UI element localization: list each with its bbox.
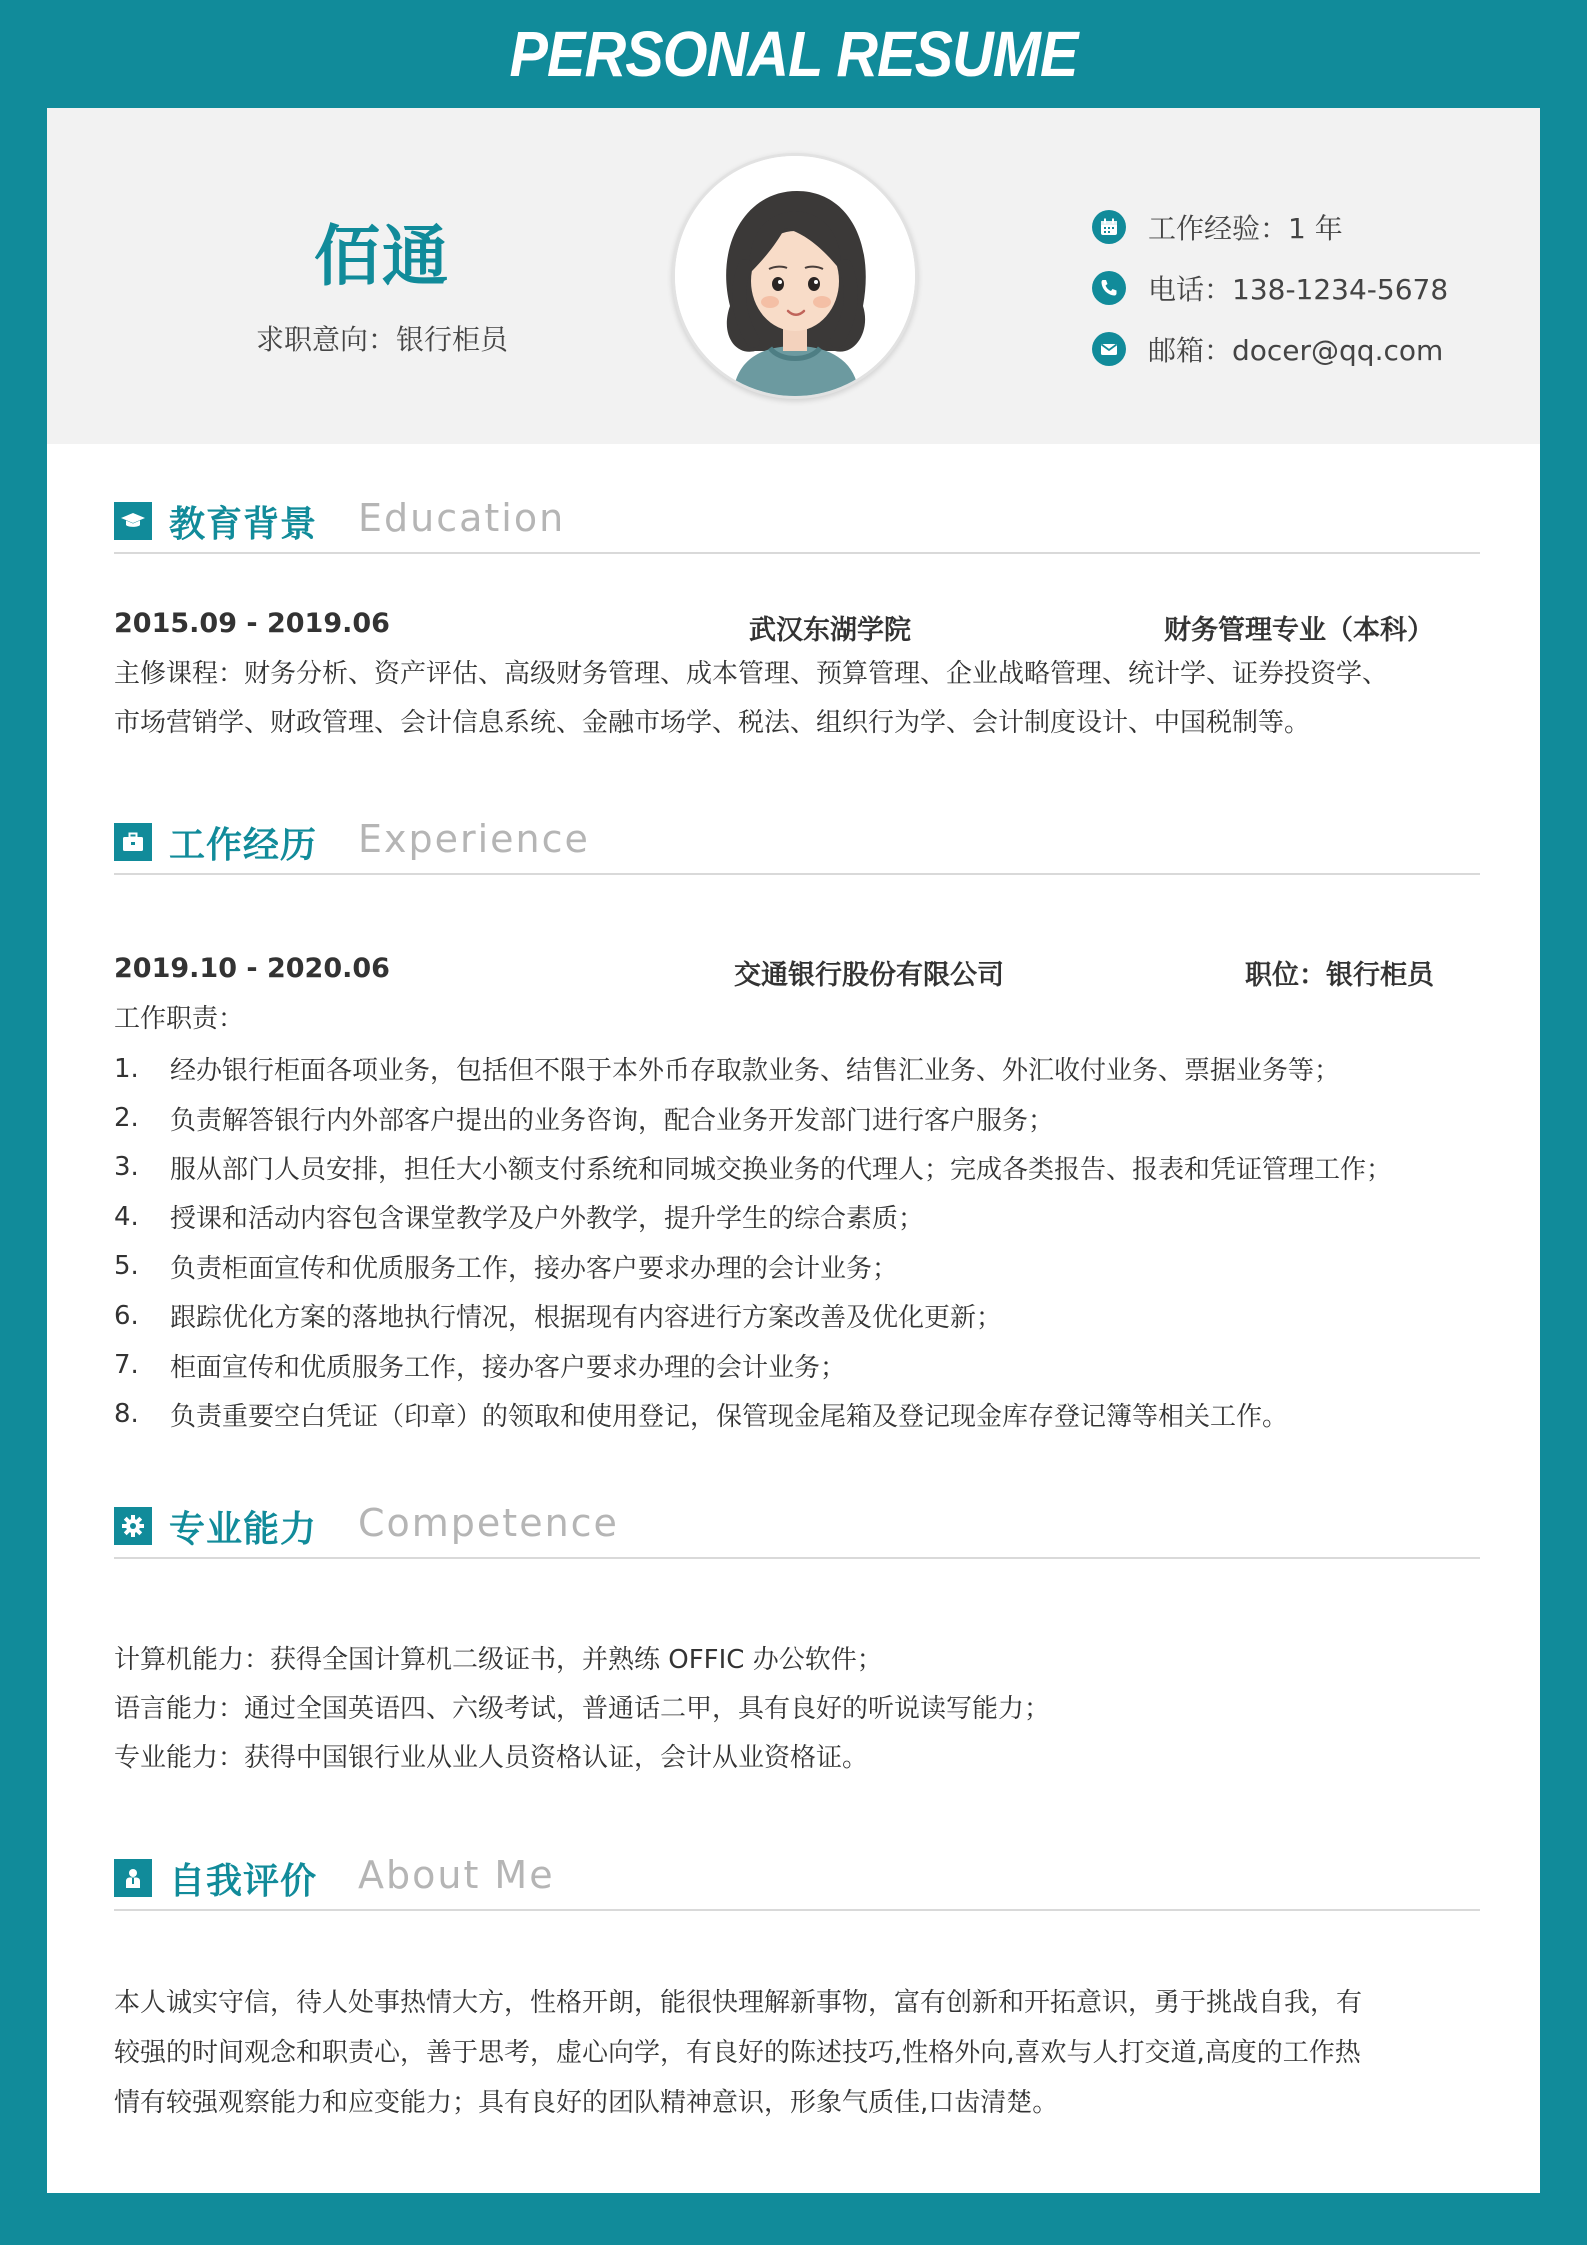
- education-courses: [114, 650, 1514, 748]
- about-line: 本人诚实守信，待人处事热情大方，性格开朗，能很快理解新事物，富有创新和开拓意识，勇于挑战自我，有: [114, 1988, 1363, 2018]
- education-line: 主修课程：财务分析、资产评估、高级财务管理、成本管理、预算管理、企业战略管理、统计学、证券投资学、: [114, 659, 1389, 689]
- competence-list: [114, 1636, 1514, 1783]
- list-item-number: 1.: [114, 1053, 139, 1084]
- about-title: 自我评价: [169, 1861, 318, 1902]
- about-section-header: [114, 1847, 1480, 1911]
- education-period: 2015.09 - 2019.06: [114, 608, 390, 639]
- list-item: [114, 1291, 1514, 1340]
- about-line: 较强的时间观念和职责心，善于思考，虚心向学，有良好的陈述技巧,性格外向,喜欢与人打交道,高度的工作热: [114, 2038, 1361, 2068]
- contact-experience: [1092, 196, 1448, 257]
- list-item-number: 2.: [114, 1103, 139, 1134]
- phone-icon: [1092, 271, 1126, 305]
- list-item-number: 4.: [114, 1201, 139, 1232]
- education-major: 财务管理专业（本科）: [1164, 615, 1434, 646]
- education-section-header: [114, 490, 1480, 554]
- briefcase-icon: [114, 823, 152, 861]
- list-item-text: 跟踪优化方案的落地执行情况，根据现有内容进行方案改善及优化更新；: [170, 1303, 1003, 1334]
- list-item-text: 负责柜面宣传和优质服务工作，接办客户要求办理的会计业务；: [170, 1253, 899, 1284]
- about-line: 情有较强观察能力和应变能力；具有良好的团队精神意识，形象气质佳,口齿清楚。: [114, 2088, 1059, 2118]
- list-item: [114, 1340, 1514, 1389]
- list-item-text: 负责解答银行内外部客户提出的业务咨询，配合业务开发部门进行客户服务；: [170, 1105, 1055, 1136]
- list-item-text: 服从部门人员安排，担任大小额支付系统和同城交换业务的代理人；完成各类报告、报表和凭证管理工作；: [170, 1154, 1393, 1185]
- experience-company: 交通银行股份有限公司: [734, 960, 1004, 991]
- list-item-number: 8.: [114, 1399, 139, 1430]
- list-item-text: 经办银行柜面各项业务，包括但不限于本外币存取款业务、结售汇业务、外汇收付业务、票据业务等；: [170, 1056, 1341, 1087]
- list-item: [114, 1390, 1514, 1439]
- job-intent: 求职意向：银行柜员: [255, 323, 508, 356]
- avatar-illustration: [675, 156, 915, 396]
- list-item: [114, 1093, 1514, 1142]
- list-item: [114, 1242, 1514, 1291]
- education-school: 武汉东湖学院: [749, 615, 911, 646]
- competence-line: 专业能力：获得中国银行业从业人员资格认证，会计从业资格证。: [114, 1743, 869, 1773]
- list-item-text: 柜面宣传和优质服务工作，接办客户要求办理的会计业务；: [170, 1352, 847, 1383]
- list-item-text: 授课和活动内容包含课堂教学及户外教学，提升学生的综合素质；: [170, 1204, 925, 1235]
- education-title: 教育背景: [169, 504, 318, 545]
- phone-text[interactable]: 电话：138-1234-5678: [1148, 272, 1449, 306]
- graduation-cap-icon: [114, 502, 152, 540]
- duty-label: [114, 995, 1514, 1044]
- list-item-text: 负责重要空白凭证（印章）的领取和使用登记，保管现金尾箱及登记现金库存登记簿等相关工作。: [170, 1401, 1289, 1432]
- experience-section-header: [114, 811, 1480, 875]
- duty-list: [114, 1044, 1514, 1439]
- experience-row: [114, 953, 1434, 993]
- duty-label-text: 工作职责：: [114, 1004, 245, 1034]
- gear-icon: [114, 1507, 152, 1545]
- calendar-icon: [1092, 210, 1126, 244]
- competence-section-header: [114, 1495, 1480, 1559]
- contact-email: [1092, 318, 1448, 379]
- profile-header: [47, 108, 1540, 444]
- experience-period: 2019.10 - 2020.06: [114, 953, 390, 984]
- education-line: 市场营销学、财政管理、会计信息系统、金融市场学、税法、组织行为学、会计制度设计、中国税制等。: [114, 708, 1311, 738]
- about-title-en: About Me: [358, 1853, 555, 1897]
- competence-line: 语言能力：通过全国英语四、六级考试，普通话二甲，具有良好的听说读写能力；: [114, 1694, 1051, 1724]
- education-title-en: Education: [358, 496, 566, 540]
- list-item: [114, 1044, 1514, 1093]
- list-item-number: 7.: [114, 1350, 139, 1381]
- competence-title-en: Competence: [358, 1501, 619, 1545]
- education-row: [114, 608, 1434, 648]
- avatar: [672, 153, 918, 399]
- list-item-number: 3.: [114, 1152, 139, 1183]
- competence-line: 计算机能力：获得全国计算机二级证书，并熟练 OFFIC 办公软件；: [114, 1645, 883, 1675]
- candidate-name: 佰通: [314, 218, 450, 295]
- competence-title: 专业能力: [169, 1509, 318, 1550]
- banner-title: PERSONAL RESUME: [509, 18, 1078, 90]
- list-item-number: 6.: [114, 1300, 139, 1331]
- contact-list: [1092, 196, 1448, 379]
- about-paragraph: [114, 1978, 1514, 2128]
- contact-phone: [1092, 257, 1448, 318]
- experience-position: 职位：银行柜员: [1245, 960, 1434, 991]
- list-item: [114, 1143, 1514, 1192]
- experience-title: 工作经历: [169, 825, 318, 866]
- list-item: [114, 1192, 1514, 1241]
- person-icon: [114, 1859, 152, 1897]
- work-experience-text: 工作经验：1 年: [1148, 211, 1343, 245]
- list-item-number: 5.: [114, 1251, 139, 1282]
- mail-icon: [1092, 332, 1126, 366]
- experience-title-en: Experience: [358, 817, 590, 861]
- resume-sheet: [47, 108, 1540, 2193]
- email-text[interactable]: 邮箱：docer@qq.com: [1148, 333, 1444, 367]
